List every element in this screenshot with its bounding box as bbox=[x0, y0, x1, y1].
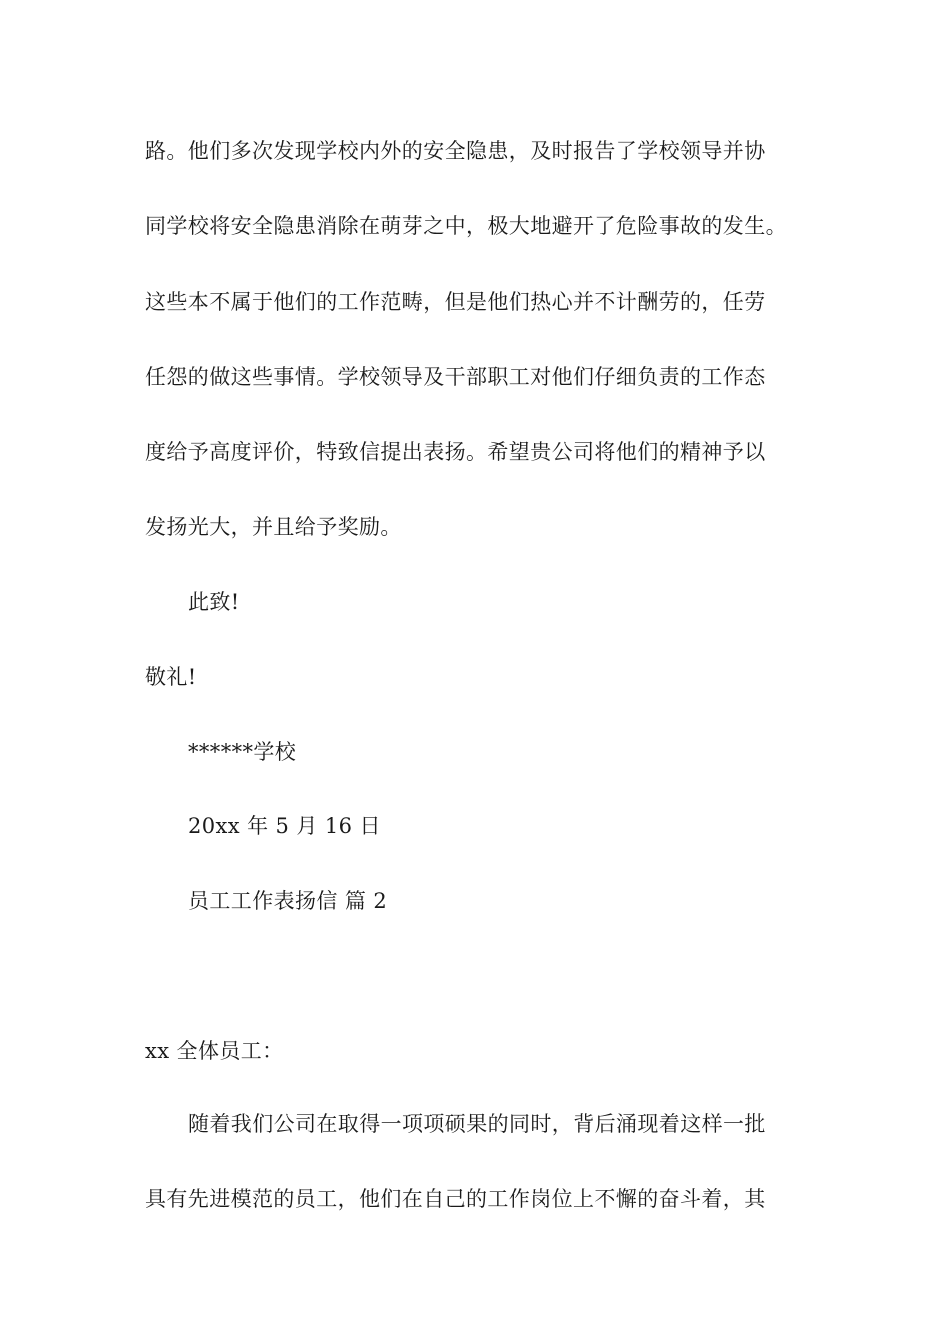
body-line: 路。他们多次发现学校内外的安全隐患，及时报告了学校领导并协 bbox=[145, 139, 766, 163]
section2-line: 随着我们公司在取得一项项硕果的同时，背后涌现着这样一批 bbox=[188, 1112, 766, 1136]
body-line: 同学校将安全隐患消除在萌芽之中，极大地避开了危险事故的发生。 bbox=[145, 214, 787, 238]
signature-text: ******学校 bbox=[188, 740, 297, 764]
salute-text: 敬礼! bbox=[145, 665, 197, 689]
body-line: 任怨的做这些事情。学校领导及干部职工对他们仔细负责的工作态 bbox=[145, 365, 766, 389]
body-line: 这些本不属于他们的工作范畴，但是他们热心并不计酬劳的，任劳 bbox=[145, 290, 766, 314]
section-title: 员工工作表扬信 篇 2 bbox=[188, 889, 388, 913]
date-text: 20xx 年 5 月 16 日 bbox=[188, 814, 381, 838]
greeting-text: xx 全体员工： bbox=[145, 1039, 284, 1063]
section2-line: 具有先进模范的员工，他们在自己的工作岗位上不懈的奋斗着，其 bbox=[145, 1187, 766, 1211]
body-line: 度给予高度评价，特致信提出表扬。希望贵公司将他们的精神予以 bbox=[145, 440, 766, 464]
body-line: 发扬光大，并且给予奖励。 bbox=[145, 515, 402, 539]
closing-text: 此致! bbox=[188, 590, 240, 614]
